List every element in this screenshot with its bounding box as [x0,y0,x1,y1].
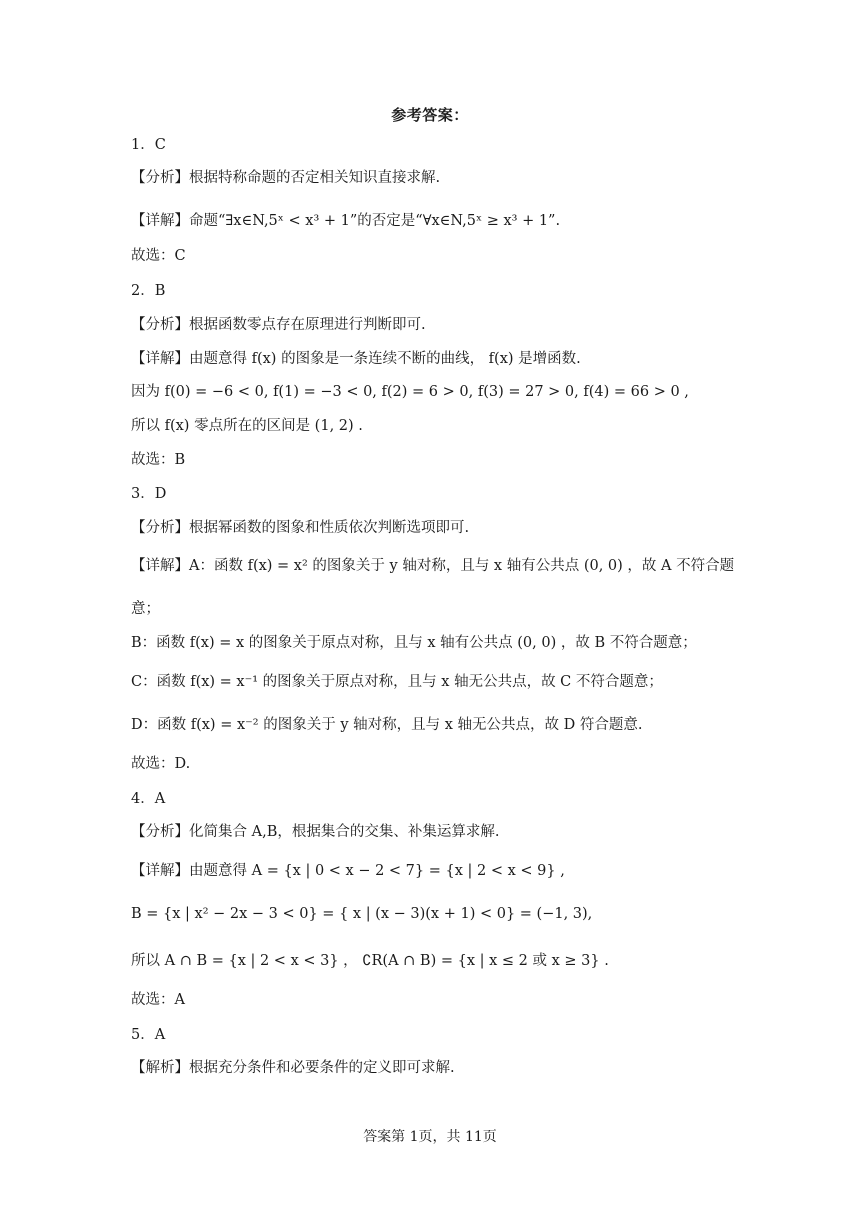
answer-2-detail-line-1: 【详解】由题意得 f(x) 的图象是一条连续不断的曲线， f(x) 是增函数. [131,351,581,367]
answer-1-detail: 【详解】命题“∃x∈N,5ˣ < x³ + 1”的否定是“∀x∈N,5ˣ ≥ x³ + 1”. [131,213,561,229]
answer-3-detail-a-cont: 意； [131,601,160,617]
answer-2-choice: 故选：B [131,452,186,468]
answer-3-choice: 故选：D. [131,756,191,772]
answer-2-analysis: 【分析】根据函数零点存在原理进行判断即可. [131,317,426,333]
answer-4-choice: 故选：A [131,992,185,1008]
page-title: 参考答案： [391,106,469,124]
answer-2-detail-line-3: 所以 f(x) 零点所在的区间是 (1, 2) . [131,418,363,434]
answer-4-heading: 4．A [131,791,166,807]
answer-3-detail-d: D：函数 f(x) = x⁻² 的图象关于 y 轴对称，且与 x 轴无公共点，故 D 符合题意. [131,717,643,733]
answer-5-heading: 5．A [131,1027,166,1043]
page-footer: 答案第 1页，共 11页 [363,1129,497,1145]
answer-5-analysis: 【解析】根据充分条件和必要条件的定义即可求解. [131,1060,455,1076]
answer-1-choice: 故选：C [131,248,186,264]
answer-4-detail-line-3: 所以 A ∩ B = {x | 2 < x < 3} ， ∁R(A ∩ B) = {x | x ≤ 2 或 x ≥ 3} . [131,953,609,969]
answer-4-detail-line-1: 【详解】由题意得 A = {x | 0 < x − 2 < 7} = {x | 2 < x < 9} , [131,863,565,879]
answer-3-detail-c: C：函数 f(x) = x⁻¹ 的图象关于原点对称，且与 x 轴无公共点，故 C 不符合题意； [131,674,663,690]
answer-3-detail-a: 【详解】A：函数 f(x) = x² 的图象关于 y 轴对称，且与 x 轴有公共点 (0, 0) ，故 A 不符合题 [131,558,735,574]
answer-1-analysis: 【分析】根据特称命题的否定相关知识直接求解. [131,170,441,186]
answer-3-heading: 3．D [131,486,167,502]
answer-2-heading: 2．B [131,283,166,299]
answer-4-analysis: 【分析】化简集合 A,B，根据集合的交集、补集运算求解. [131,824,500,840]
answer-3-detail-b: B：函数 f(x) = x 的图象关于原点对称，且与 x 轴有公共点 (0, 0) ，故 B 不符合题意； [131,635,697,651]
answer-1-heading: 1．C [131,137,166,153]
answer-3-analysis: 【分析】根据幂函数的图象和性质依次判断选项即可. [131,520,470,536]
answer-2-detail-line-2: 因为 f(0) = −6 < 0, f(1) = −3 < 0, f(2) = 6 > 0, f(3) = 27 > 0, f(4) = 66 > 0 , [131,384,689,400]
answer-4-detail-line-2: B = {x | x² − 2x − 3 < 0} = { x | (x − 3)(x + 1) < 0} = (−1, 3), [131,906,593,922]
